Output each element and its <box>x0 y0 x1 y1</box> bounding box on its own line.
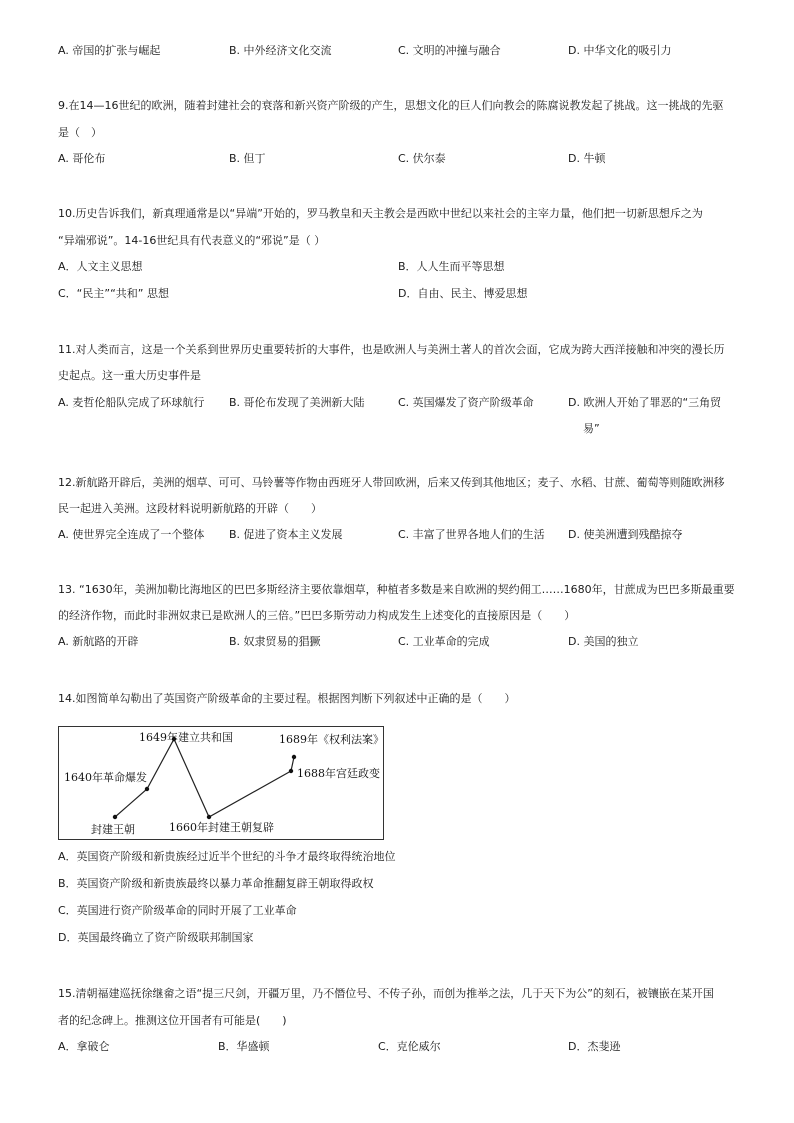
q9-stem-line2: 是（ ） <box>58 126 102 139</box>
q13-option-c: C. 工业革命的完成 <box>398 635 490 648</box>
q11-option-c: C. 英国爆发了资产阶级革命 <box>398 396 534 409</box>
q10-option-a: A．人文主义思想 <box>58 260 143 273</box>
q15-option-a: A．拿破仑 <box>58 1040 110 1053</box>
q14-option-a: A．英国资产阶级和新贵族经过近半个世纪的斗争才最终取得统治地位 <box>58 850 396 863</box>
q14-stem: 14.如图简单勾勒出了英国资产阶级革命的主要过程。根据图判断下列叙述中正确的是（ ） <box>58 692 516 705</box>
label-1640: 1640年革命爆发 <box>64 771 147 784</box>
q8-option-d: D. 中华文化的吸引力 <box>568 44 672 57</box>
point-1688 <box>289 769 293 773</box>
q9-stem-line1: 9.在14—16世纪的欧洲，随着封建社会的衰落和新兴资产阶级的产生，思想文化的巨人们向教会的陈腐说教发起了挑战。这一挑战的先驱 <box>58 99 724 112</box>
q9-option-c: C. 伏尔泰 <box>398 152 446 165</box>
q11-stem-line1: 11.对人类而言，这是一个关系到世界历史重要转折的大事件，也是欧洲人与美洲土著人的首次会面，它成为跨大西洋接触和冲突的漫长历 <box>58 343 725 356</box>
q12-stem-line2: 民一起进入美洲。这段材料说明新航路的开辟（ ） <box>58 502 322 515</box>
q15-option-c: C．克伦威尔 <box>378 1040 441 1053</box>
q15-option-b: B．华盛顿 <box>218 1040 270 1053</box>
q8-option-b: B. 中外经济文化交流 <box>229 44 332 57</box>
label-1660: 1660年封建王朝复辟 <box>169 821 274 834</box>
label-1688: 1688年宫廷政变 <box>297 767 380 780</box>
q12-option-b: B. 促进了资本主义发展 <box>229 528 343 541</box>
q9-option-a: A. 哥伦布 <box>58 152 106 165</box>
revolution-timeline-figure <box>58 726 384 840</box>
q10-stem-line2: “异端邪说”。14-16世纪具有代表意义的“邪说”是（ ） <box>58 234 326 247</box>
label-1649: 1649年建立共和国 <box>139 731 233 744</box>
point-1660 <box>207 815 211 819</box>
point-1640 <box>145 787 149 791</box>
q9-option-d: D. 牛顿 <box>568 152 606 165</box>
q8-option-a: A. 帝国的扩张与崛起 <box>58 44 161 57</box>
q13-stem-line1: 13. “1630年，美洲加勒比海地区的巴巴多斯经济主要依靠烟草，种植者多数是来自欧洲的契约佣工……1680年，甘蔗成为巴巴多斯最重要 <box>58 583 735 596</box>
q10-option-d: D．自由、民主、博爱思想 <box>398 287 528 300</box>
q12-option-a: A. 使世界完全连成了一个整体 <box>58 528 205 541</box>
q13-option-a: A. 新航路的开辟 <box>58 635 139 648</box>
point-1689 <box>292 755 296 759</box>
q10-option-b: B．人人生而平等思想 <box>398 260 505 273</box>
q11-option-a: A. 麦哲伦船队完成了环球航行 <box>58 396 205 409</box>
q12-option-d: D. 使美洲遭到残酷掠夺 <box>568 528 683 541</box>
q13-option-b: B. 奴隶贸易的猖獗 <box>229 635 321 648</box>
q14-option-c: C．英国进行资产阶级革命的同时开展了工业革命 <box>58 904 297 917</box>
q14-option-b: B．英国资产阶级和新贵族最终以暴力革命推翻复辟王朝取得政权 <box>58 877 374 890</box>
q15-stem-line1: 15.清朝福建巡抚徐继畲之语“提三尺剑，开疆万里，乃不僭位号、不传子孙，而创为推举之法，几于天下为公”的刻石，被镶嵌在某开国 <box>58 987 714 1000</box>
timeline-diagram <box>59 727 385 841</box>
q13-stem-line2: 的经济作物，而此时非洲奴隶已是欧洲人的三倍。”巴巴多斯劳动力构成发生上述变化的直接原因是（ ） <box>58 609 576 622</box>
q15-option-d: D．杰斐逊 <box>568 1040 621 1053</box>
q11-option-d-continued: 易” <box>583 422 600 435</box>
q10-option-c: C．“民主”“共和” 思想 <box>58 287 169 300</box>
q10-stem-line1: 10.历史告诉我们，新真理通常是以“异端”开始的，罗马教皇和天主教会是西欧中世纪以来社会的主宰力量，他们把一切新思想斥之为 <box>58 207 703 220</box>
q14-option-d: D．英国最终确立了资产阶级联邦制国家 <box>58 931 254 944</box>
q13-option-d: D. 美国的独立 <box>568 635 639 648</box>
q11-option-d: D. 欧洲人开始了罪恶的“三角贸 <box>568 396 722 409</box>
q12-stem-line1: 12.新航路开辟后，美洲的烟草、可可、马铃薯等作物由西班牙人带回欧洲，后来又传到其他地区；麦子、水稻、甘蔗、葡萄等则随欧洲移 <box>58 476 725 489</box>
q15-stem-line2: 者的纪念碑上。推测这位开国者有可能是( ) <box>58 1014 287 1027</box>
q11-option-b: B. 哥伦布发现了美洲新大陆 <box>229 396 365 409</box>
q11-stem-line2: 史起点。这一重大历史事件是 <box>58 369 201 382</box>
q12-option-c: C. 丰富了世界各地人们的生活 <box>398 528 545 541</box>
q8-option-c: C. 文明的冲撞与融合 <box>398 44 501 57</box>
label-feudal: 封建王朝 <box>91 823 135 836</box>
label-1689: 1689年《权利法案》 <box>279 733 384 746</box>
point-feudal <box>113 815 117 819</box>
q9-option-b: B. 但丁 <box>229 152 266 165</box>
